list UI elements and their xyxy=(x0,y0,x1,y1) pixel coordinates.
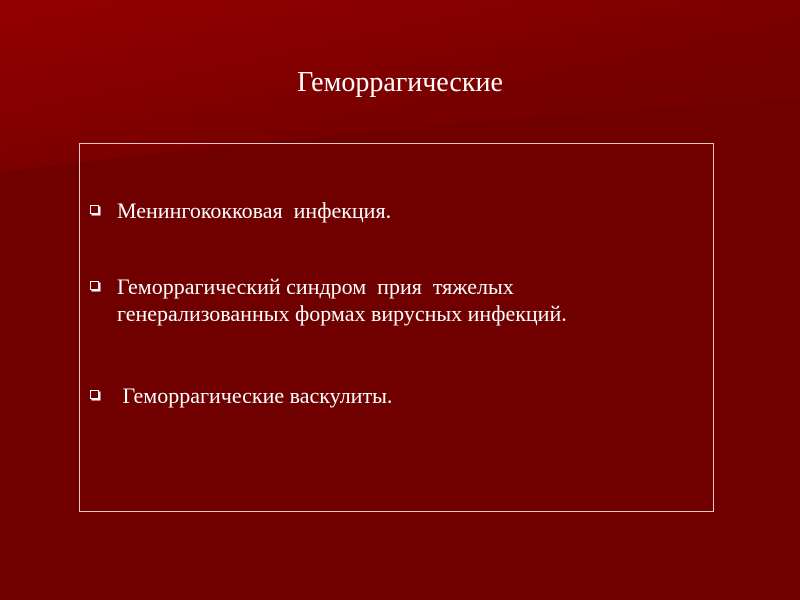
hollow-square-bullet-icon xyxy=(90,281,99,290)
list-item-text: Менингококковая инфекция. xyxy=(117,198,392,223)
hollow-square-bullet-icon xyxy=(90,390,99,399)
list-item-text: Геморрагический синдром прия тяжелых генерализованных формах вирусных инфекций. xyxy=(117,274,567,326)
slide-title: Геморрагические xyxy=(297,67,503,98)
content-box xyxy=(79,143,714,512)
list-item-text: Геморрагические васкулиты. xyxy=(117,383,393,408)
hollow-square-bullet-icon xyxy=(90,205,99,214)
